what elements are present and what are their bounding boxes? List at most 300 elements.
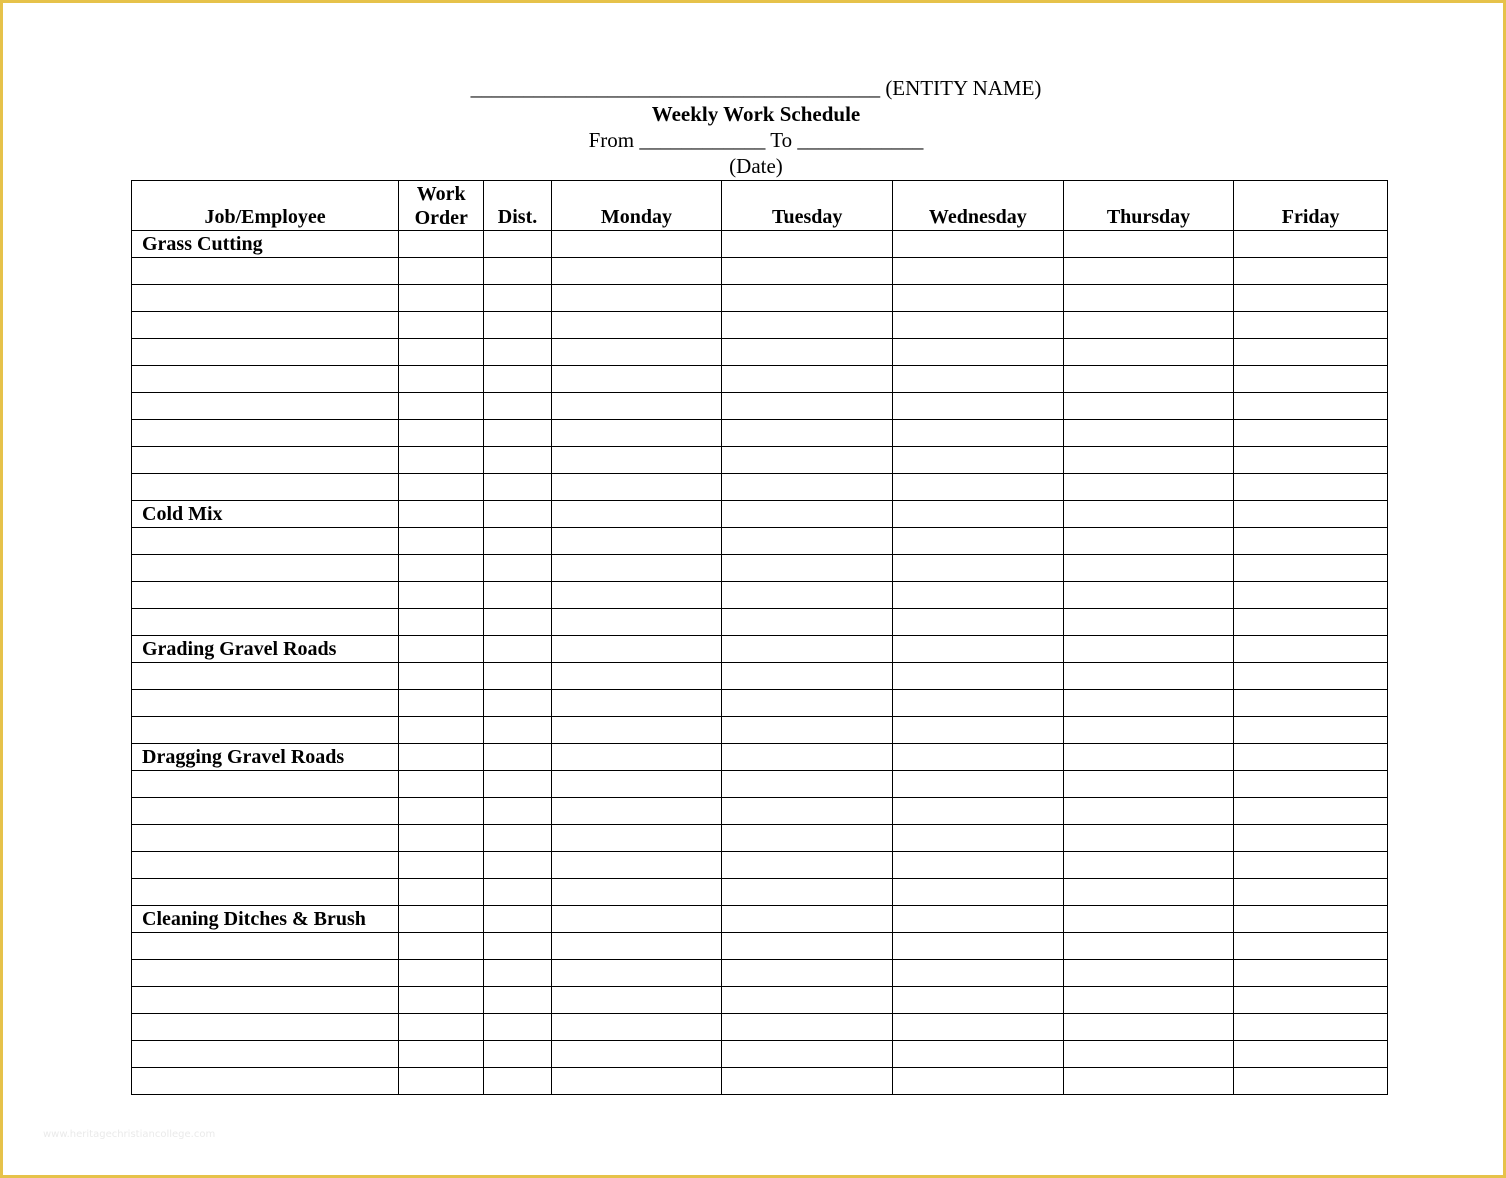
table-row [132, 609, 1388, 636]
tuesday-cell[interactable] [722, 906, 893, 933]
friday-cell[interactable] [1234, 528, 1388, 555]
tuesday-cell[interactable] [722, 744, 893, 771]
work-order-cell[interactable] [399, 771, 484, 798]
wednesday-cell[interactable] [893, 231, 1064, 258]
document-header [3, 75, 1506, 179]
monday-cell[interactable] [551, 798, 722, 825]
friday-cell[interactable] [1234, 393, 1388, 420]
monday-cell[interactable] [551, 366, 722, 393]
thursday-cell[interactable] [1063, 339, 1234, 366]
thursday-cell[interactable] [1063, 447, 1234, 474]
friday-cell[interactable] [1234, 474, 1388, 501]
monday-cell[interactable] [551, 393, 722, 420]
dist-cell[interactable] [484, 474, 551, 501]
dist-cell[interactable] [484, 339, 551, 366]
friday-cell[interactable] [1234, 609, 1388, 636]
dist-cell[interactable] [484, 285, 551, 312]
wednesday-cell[interactable] [893, 312, 1064, 339]
dist-cell[interactable] [484, 258, 551, 285]
tuesday-cell[interactable] [722, 987, 893, 1014]
schedule-body [132, 231, 1388, 1095]
friday-cell[interactable] [1234, 852, 1388, 879]
friday-cell[interactable] [1234, 231, 1388, 258]
monday-cell[interactable] [551, 609, 722, 636]
column-header-dist: Dist. [484, 181, 551, 231]
tuesday-cell[interactable] [722, 312, 893, 339]
work-order-cell[interactable] [399, 501, 484, 528]
section-row [132, 636, 1388, 663]
friday-cell[interactable] [1234, 501, 1388, 528]
job-employee-cell[interactable] [132, 1041, 399, 1068]
dist-cell[interactable] [484, 906, 551, 933]
wednesday-cell[interactable] [893, 474, 1064, 501]
wednesday-cell[interactable] [893, 501, 1064, 528]
tuesday-cell[interactable] [722, 1014, 893, 1041]
friday-cell[interactable] [1234, 1068, 1388, 1095]
wednesday-cell[interactable] [893, 960, 1064, 987]
friday-cell[interactable] [1234, 555, 1388, 582]
table-row [132, 366, 1388, 393]
dist-cell[interactable] [484, 879, 551, 906]
dist-cell[interactable] [484, 231, 551, 258]
dist-cell[interactable] [484, 663, 551, 690]
thursday-cell[interactable] [1063, 906, 1234, 933]
friday-cell[interactable] [1234, 798, 1388, 825]
work-order-label-top: Work [416, 183, 466, 205]
tuesday-cell[interactable] [722, 528, 893, 555]
watermark-text: www.heritagechristiancollege.com [43, 1129, 216, 1140]
monday-cell[interactable] [551, 231, 722, 258]
friday-cell[interactable] [1234, 285, 1388, 312]
work-order-cell[interactable] [399, 690, 484, 717]
dist-cell[interactable] [484, 933, 551, 960]
section-label: Dragging Gravel Roads [132, 744, 399, 771]
job-employee-cell[interactable] [132, 933, 399, 960]
section-row [132, 231, 1388, 258]
table-row [132, 447, 1388, 474]
work-order-cell[interactable] [399, 1068, 484, 1095]
tuesday-cell[interactable] [722, 501, 893, 528]
entity-name-line [3, 75, 1506, 101]
wednesday-cell[interactable] [893, 366, 1064, 393]
column-header-tuesday: Tuesday [722, 181, 893, 231]
friday-cell[interactable] [1234, 960, 1388, 987]
table-row [132, 717, 1388, 744]
friday-cell[interactable] [1234, 825, 1388, 852]
thursday-cell[interactable] [1063, 258, 1234, 285]
work-order-cell[interactable] [399, 393, 484, 420]
job-employee-cell[interactable] [132, 1068, 399, 1095]
dist-cell[interactable] [484, 366, 551, 393]
dist-cell[interactable] [484, 960, 551, 987]
monday-cell[interactable] [551, 339, 722, 366]
tuesday-cell[interactable] [722, 879, 893, 906]
thursday-cell[interactable] [1063, 393, 1234, 420]
work-order-cell[interactable] [399, 636, 484, 663]
table-row [132, 312, 1388, 339]
tuesday-cell[interactable] [722, 1041, 893, 1068]
wednesday-cell[interactable] [893, 852, 1064, 879]
job-employee-cell[interactable] [132, 528, 399, 555]
work-order-cell[interactable] [399, 717, 484, 744]
table-row [132, 474, 1388, 501]
section-label: Cleaning Ditches & Brush [132, 906, 399, 933]
thursday-cell[interactable] [1063, 717, 1234, 744]
friday-cell[interactable] [1234, 744, 1388, 771]
wednesday-cell[interactable] [893, 906, 1064, 933]
table-row [132, 852, 1388, 879]
tuesday-cell[interactable] [722, 582, 893, 609]
tuesday-cell[interactable] [722, 798, 893, 825]
wednesday-cell[interactable] [893, 1068, 1064, 1095]
wednesday-cell[interactable] [893, 609, 1064, 636]
wednesday-cell[interactable] [893, 1041, 1064, 1068]
monday-cell[interactable] [551, 582, 722, 609]
monday-cell[interactable] [551, 852, 722, 879]
table-row [132, 1014, 1388, 1041]
job-employee-cell[interactable] [132, 555, 399, 582]
table-row [132, 1068, 1388, 1095]
job-employee-cell[interactable] [132, 663, 399, 690]
thursday-cell[interactable] [1063, 285, 1234, 312]
thursday-cell[interactable] [1063, 744, 1234, 771]
thursday-cell[interactable] [1063, 636, 1234, 663]
thursday-cell[interactable] [1063, 582, 1234, 609]
from-label: From [588, 128, 635, 152]
dist-cell[interactable] [484, 1014, 551, 1041]
thursday-cell[interactable] [1063, 609, 1234, 636]
date-range-line [3, 127, 1506, 153]
wednesday-cell[interactable] [893, 636, 1064, 663]
work-order-cell[interactable] [399, 528, 484, 555]
table-row [132, 555, 1388, 582]
section-label: Grading Gravel Roads [132, 636, 399, 663]
wednesday-cell[interactable] [893, 447, 1064, 474]
work-order-cell[interactable] [399, 960, 484, 987]
thursday-cell[interactable] [1063, 1068, 1234, 1095]
monday-cell[interactable] [551, 528, 722, 555]
friday-cell[interactable] [1234, 690, 1388, 717]
monday-cell[interactable] [551, 879, 722, 906]
work-order-cell[interactable] [399, 339, 484, 366]
dist-cell[interactable] [484, 771, 551, 798]
work-order-cell[interactable] [399, 879, 484, 906]
dist-cell[interactable] [484, 582, 551, 609]
job-employee-cell[interactable] [132, 717, 399, 744]
friday-cell[interactable] [1234, 258, 1388, 285]
table-row [132, 393, 1388, 420]
monday-cell[interactable] [551, 1041, 722, 1068]
friday-cell[interactable] [1234, 582, 1388, 609]
table-row [132, 339, 1388, 366]
job-employee-cell[interactable] [132, 366, 399, 393]
column-header-friday: Friday [1234, 181, 1388, 231]
job-employee-cell[interactable] [132, 474, 399, 501]
thursday-cell[interactable] [1063, 312, 1234, 339]
work-order-label-bottom: Order [414, 207, 468, 229]
wednesday-cell[interactable] [893, 1014, 1064, 1041]
tuesday-cell[interactable] [722, 663, 893, 690]
monday-cell[interactable] [551, 771, 722, 798]
wednesday-cell[interactable] [893, 339, 1064, 366]
dist-cell[interactable] [484, 447, 551, 474]
work-order-cell[interactable] [399, 852, 484, 879]
dist-cell[interactable] [484, 393, 551, 420]
friday-cell[interactable] [1234, 312, 1388, 339]
friday-cell[interactable] [1234, 987, 1388, 1014]
monday-cell[interactable] [551, 1068, 722, 1095]
thursday-cell[interactable] [1063, 987, 1234, 1014]
monday-cell[interactable] [551, 312, 722, 339]
job-employee-cell[interactable] [132, 393, 399, 420]
job-employee-cell[interactable] [132, 582, 399, 609]
friday-cell[interactable] [1234, 906, 1388, 933]
friday-cell[interactable] [1234, 339, 1388, 366]
dist-cell[interactable] [484, 501, 551, 528]
thursday-cell[interactable] [1063, 798, 1234, 825]
job-employee-cell[interactable] [132, 690, 399, 717]
dist-cell[interactable] [484, 798, 551, 825]
monday-cell[interactable] [551, 717, 722, 744]
wednesday-cell[interactable] [893, 879, 1064, 906]
work-order-cell[interactable] [399, 474, 484, 501]
dist-cell[interactable] [484, 636, 551, 663]
schedule-table [131, 180, 1388, 1095]
thursday-cell[interactable] [1063, 528, 1234, 555]
work-order-cell[interactable] [399, 987, 484, 1014]
friday-cell[interactable] [1234, 663, 1388, 690]
wednesday-cell[interactable] [893, 744, 1064, 771]
friday-cell[interactable] [1234, 1014, 1388, 1041]
work-order-cell[interactable] [399, 258, 484, 285]
tuesday-cell[interactable] [722, 690, 893, 717]
wednesday-cell[interactable] [893, 285, 1064, 312]
monday-cell[interactable] [551, 825, 722, 852]
monday-cell[interactable] [551, 744, 722, 771]
monday-cell[interactable] [551, 258, 722, 285]
wednesday-cell[interactable] [893, 582, 1064, 609]
monday-cell[interactable] [551, 960, 722, 987]
wednesday-cell[interactable] [893, 420, 1064, 447]
work-order-cell[interactable] [399, 582, 484, 609]
dist-cell[interactable] [484, 717, 551, 744]
monday-cell[interactable] [551, 420, 722, 447]
job-employee-cell[interactable] [132, 285, 399, 312]
thursday-cell[interactable] [1063, 690, 1234, 717]
monday-cell[interactable] [551, 1014, 722, 1041]
table-row [132, 285, 1388, 312]
work-order-cell[interactable] [399, 312, 484, 339]
table-row [132, 771, 1388, 798]
thursday-cell[interactable] [1063, 366, 1234, 393]
job-employee-cell[interactable] [132, 960, 399, 987]
friday-cell[interactable] [1234, 933, 1388, 960]
page-title: Weekly Work Schedule [651, 102, 861, 126]
tuesday-cell[interactable] [722, 393, 893, 420]
thursday-cell[interactable] [1063, 879, 1234, 906]
monday-cell[interactable] [551, 636, 722, 663]
job-employee-cell[interactable] [132, 312, 399, 339]
to-date-blank: ____________ [797, 128, 924, 152]
column-header-thursday: Thursday [1063, 181, 1234, 231]
dist-cell[interactable] [484, 528, 551, 555]
job-employee-cell[interactable] [132, 420, 399, 447]
tuesday-cell[interactable] [722, 231, 893, 258]
work-order-cell[interactable] [399, 663, 484, 690]
work-order-cell[interactable] [399, 609, 484, 636]
monday-cell[interactable] [551, 447, 722, 474]
monday-cell[interactable] [551, 285, 722, 312]
job-employee-cell[interactable] [132, 771, 399, 798]
table-row [132, 258, 1388, 285]
work-order-cell[interactable] [399, 555, 484, 582]
from-date-blank: ____________ [639, 128, 766, 152]
thursday-cell[interactable] [1063, 555, 1234, 582]
dist-cell[interactable] [484, 852, 551, 879]
friday-cell[interactable] [1234, 366, 1388, 393]
wednesday-cell[interactable] [893, 528, 1064, 555]
monday-cell[interactable] [551, 906, 722, 933]
section-row [132, 744, 1388, 771]
thursday-cell[interactable] [1063, 420, 1234, 447]
job-employee-cell[interactable] [132, 258, 399, 285]
friday-cell[interactable] [1234, 879, 1388, 906]
tuesday-cell[interactable] [722, 447, 893, 474]
thursday-cell[interactable] [1063, 933, 1234, 960]
monday-cell[interactable] [551, 474, 722, 501]
dist-cell[interactable] [484, 987, 551, 1014]
table-row [132, 690, 1388, 717]
dist-cell[interactable] [484, 1041, 551, 1068]
job-employee-cell[interactable] [132, 339, 399, 366]
friday-cell[interactable] [1234, 420, 1388, 447]
section-row [132, 501, 1388, 528]
section-row [132, 906, 1388, 933]
tuesday-cell[interactable] [722, 717, 893, 744]
tuesday-cell[interactable] [722, 474, 893, 501]
column-header-job-employee: Job/Employee [132, 181, 399, 231]
wednesday-cell[interactable] [893, 825, 1064, 852]
friday-cell[interactable] [1234, 447, 1388, 474]
dist-cell[interactable] [484, 825, 551, 852]
thursday-cell[interactable] [1063, 960, 1234, 987]
monday-cell[interactable] [551, 690, 722, 717]
thursday-cell[interactable] [1063, 474, 1234, 501]
friday-cell[interactable] [1234, 1041, 1388, 1068]
monday-cell[interactable] [551, 555, 722, 582]
work-order-cell[interactable] [399, 798, 484, 825]
monday-cell[interactable] [551, 501, 722, 528]
thursday-cell[interactable] [1063, 852, 1234, 879]
wednesday-cell[interactable] [893, 663, 1064, 690]
tuesday-cell[interactable] [722, 420, 893, 447]
work-order-cell[interactable] [399, 420, 484, 447]
thursday-cell[interactable] [1063, 663, 1234, 690]
section-label: Grass Cutting [132, 231, 399, 258]
wednesday-cell[interactable] [893, 258, 1064, 285]
work-order-cell[interactable] [399, 285, 484, 312]
dist-cell[interactable] [484, 555, 551, 582]
thursday-cell[interactable] [1063, 825, 1234, 852]
wednesday-cell[interactable] [893, 393, 1064, 420]
work-order-cell[interactable] [399, 933, 484, 960]
job-employee-cell[interactable] [132, 609, 399, 636]
thursday-cell[interactable] [1063, 1014, 1234, 1041]
monday-cell[interactable] [551, 933, 722, 960]
friday-cell[interactable] [1234, 771, 1388, 798]
tuesday-cell[interactable] [722, 636, 893, 663]
entity-name-label: (ENTITY NAME) [885, 76, 1042, 100]
tuesday-cell[interactable] [722, 366, 893, 393]
job-employee-cell[interactable] [132, 879, 399, 906]
work-order-cell[interactable] [399, 447, 484, 474]
dist-cell[interactable] [484, 690, 551, 717]
tuesday-cell[interactable] [722, 1068, 893, 1095]
thursday-cell[interactable] [1063, 231, 1234, 258]
tuesday-cell[interactable] [722, 933, 893, 960]
thursday-cell[interactable] [1063, 1041, 1234, 1068]
tuesday-cell[interactable] [722, 771, 893, 798]
work-order-cell[interactable] [399, 825, 484, 852]
job-employee-cell[interactable] [132, 852, 399, 879]
wednesday-cell[interactable] [893, 717, 1064, 744]
column-header-work-order [399, 181, 484, 231]
work-order-cell[interactable] [399, 231, 484, 258]
tuesday-cell[interactable] [722, 339, 893, 366]
wednesday-cell[interactable] [893, 987, 1064, 1014]
table-row [132, 1041, 1388, 1068]
job-employee-cell[interactable] [132, 447, 399, 474]
table-row [132, 420, 1388, 447]
wednesday-cell[interactable] [893, 555, 1064, 582]
wednesday-cell[interactable] [893, 690, 1064, 717]
dist-cell[interactable] [484, 1068, 551, 1095]
tuesday-cell[interactable] [722, 825, 893, 852]
tuesday-cell[interactable] [722, 960, 893, 987]
friday-cell[interactable] [1234, 717, 1388, 744]
tuesday-cell[interactable] [722, 555, 893, 582]
dist-cell[interactable] [484, 744, 551, 771]
wednesday-cell[interactable] [893, 933, 1064, 960]
work-order-cell[interactable] [399, 906, 484, 933]
dist-cell[interactable] [484, 609, 551, 636]
work-order-cell[interactable] [399, 366, 484, 393]
work-order-cell[interactable] [399, 1041, 484, 1068]
work-order-cell[interactable] [399, 1014, 484, 1041]
job-employee-cell[interactable] [132, 798, 399, 825]
friday-cell[interactable] [1234, 636, 1388, 663]
header-row [132, 181, 1388, 231]
thursday-cell[interactable] [1063, 501, 1234, 528]
tuesday-cell[interactable] [722, 609, 893, 636]
job-employee-cell[interactable] [132, 1014, 399, 1041]
job-employee-cell[interactable] [132, 987, 399, 1014]
monday-cell[interactable] [551, 987, 722, 1014]
monday-cell[interactable] [551, 663, 722, 690]
table-row [132, 528, 1388, 555]
dist-cell[interactable] [484, 312, 551, 339]
job-employee-cell[interactable] [132, 825, 399, 852]
thursday-cell[interactable] [1063, 771, 1234, 798]
work-order-cell[interactable] [399, 744, 484, 771]
wednesday-cell[interactable] [893, 798, 1064, 825]
tuesday-cell[interactable] [722, 285, 893, 312]
tuesday-cell[interactable] [722, 258, 893, 285]
dist-cell[interactable] [484, 420, 551, 447]
wednesday-cell[interactable] [893, 771, 1064, 798]
column-header-wednesday: Wednesday [893, 181, 1064, 231]
tuesday-cell[interactable] [722, 852, 893, 879]
